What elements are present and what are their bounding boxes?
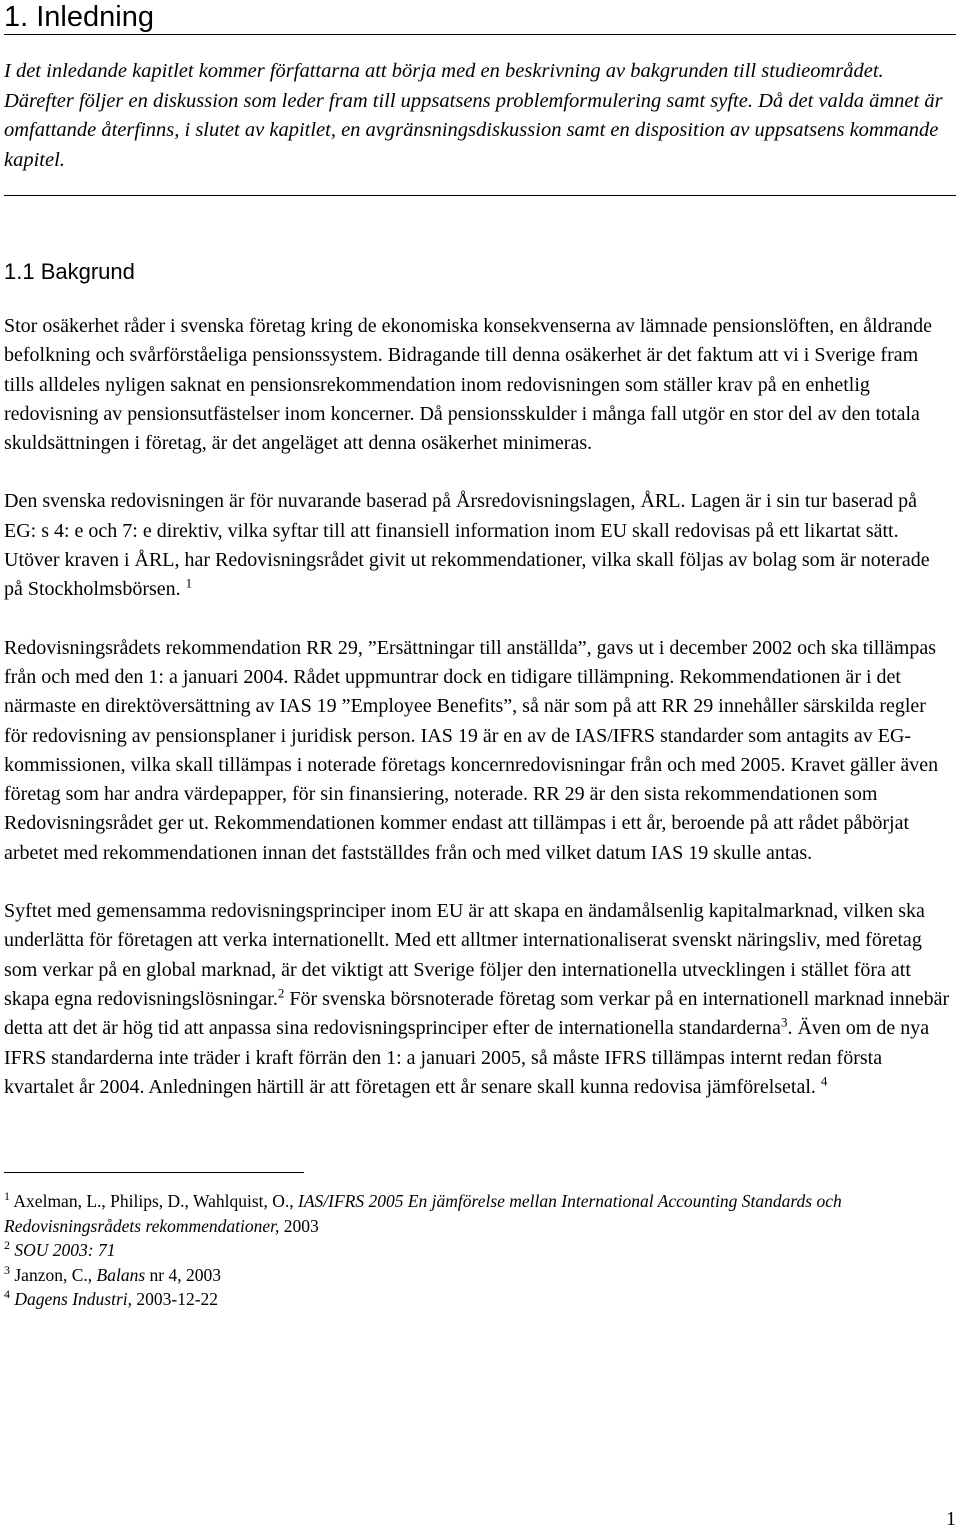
footnote-1 (4, 1189, 956, 1238)
footnote-separator (4, 1172, 304, 1173)
footnote-work-title: SOU 2003: 71 (14, 1240, 116, 1261)
paragraph-2 (4, 487, 952, 604)
footnote-year: 2003 (279, 1215, 319, 1236)
footnote-2 (4, 1238, 956, 1263)
footnote-ref-1: 1 (185, 575, 193, 591)
chapter-intro: I det inledande kapitlet kommer författarna att börja med en beskrivning av bakgrunden till studieområdet. Därefter följer en diskussion som leder fram till uppsatsens problemformulering samt syfte. Då det valda ämnet är omfattande återfinns, i slutet av kapitlet, en avgränsningsdiskussion samt en disposition av uppsatsens kommande kapitel. (4, 60, 943, 171)
footnote-work-title: IAS/IFRS 2005 En jämförelse mellan International Accounting Standards och Redovisningsrådets rekommendationer, (4, 1191, 842, 1236)
page-number: 1 (946, 1508, 956, 1530)
footnote-ref-3: 3 (780, 1014, 788, 1030)
footnote-3 (4, 1263, 956, 1288)
paragraph-4-text-c: . Även om de nya IFRS standarderna inte träder i kraft förrän den 1: a januari 2005, så måste IFRS tillämpas internt redan första kvartalet år 2004. Anledningen härtill är att företagen ett år senare skall kunna redovisa jämförelsetal. (4, 1017, 930, 1098)
footnote-number: 4 (4, 1287, 10, 1302)
footnote-number: 2 (4, 1238, 10, 1253)
footnote-ref-4: 4 (820, 1073, 828, 1089)
chapter-title: 1. Inledning (4, 1, 154, 33)
paragraph-3: Redovisningsrådets rekommendation RR 29, ”Ersättningar till anställda”, gavs ut i december 2002 och ska tillämpas från och med den 1: a januari 2004. Rådet uppmuntrar dock en tidigare tillämpning. Rekommendationen är i det närmaste en direktöversättning av IAS 19 ”Employee Benefits”, så när som på att RR 29 innehåller särskilda regler för redovisning av pensionsplaner i juridisk person. IAS 19 är en av de IAS/IFRS standarder som antagits av EG-kommissionen, vilka skall tillämpas i noterade företags koncernredovisningar från och med 2005. Kravet gäller även företag som har andra värdepapper, för sin finansiering, noterade. RR 29 är den sista rekommendationen som Redovisningsrådet ger ut. Rekommendationen kommer endast att tillämpas i ett år, beroende på att rådet påbörjat arbetet med rekommendationen innan det fastställdes från och med vilket datum IAS 19 skulle antas. (4, 636, 939, 864)
footnote-ref-2: 2 (277, 985, 285, 1001)
paragraph-2-text: Den svenska redovisningen är för nuvarande baserad på Årsredovisningslagen, ÅRL. Lagen är i sin tur baserad på EG: s 4: e och 7: e direktiv, vilka syftar till att finansiell information inom EU skall redovisas på ett likartat sätt. Utöver kraven i ÅRL, har Redovisningsrådet givit ut rekommendationer, vilka skall följas av bolag som är noterade på Stockholmsbörsen. (4, 490, 930, 601)
footnote-suffix: nr 4, 2003 (145, 1264, 221, 1285)
paragraph-1: Stor osäkerhet råder i svenska företag kring de ekonomiska konsekvenserna av lämnade pensionslöften, en åldrande befolkning och svårförståeliga pensionssystem. Bidragande till denna osäkerhet är det faktum att vi i Sverige fram tills alldeles nyligen saknat en pensionsrekommendation inom redovisningen som ställer krav på en enhetlig redovisning av pensionsutfästelser inom koncerner. Då pensionsskulder i många fall utgör en stor del av den totala skuldsättningen i företag, är det angeläget att denna osäkerhet minimeras. (4, 315, 933, 455)
footnote-date: , 2003-12-22 (127, 1289, 219, 1310)
chapter-rule-top (4, 34, 956, 35)
footnote-work-title: Balans (96, 1264, 146, 1285)
paragraph-4-text-b: För svenska börsnoterade företag som verkar på en internationell marknad innebär detta att det är hög tid att anpassa sina redovisningsprinciper efter de internationella standarderna (4, 987, 950, 1040)
footnote-number: 3 (4, 1262, 10, 1277)
footnotes (4, 1189, 956, 1312)
footnote-authors: Janzon, C., (14, 1264, 97, 1285)
footnote-number: 1 (4, 1189, 10, 1204)
chapter-rule-bottom (4, 195, 956, 196)
footnote-4 (4, 1287, 956, 1312)
footnote-authors: Axelman, L., Philips, D., Wahlquist, O., (13, 1191, 299, 1212)
paragraph-4-text-a: Syftet med gemensamma redovisningsprinciper inom EU är att skapa en ändamålsenlig kapitalmarknad, vilken ska underlätta för företagen att verka internationellt. Med ett alltmer internationaliserat svenskt näringsliv, med företag som verkar på en global marknad, är det viktigt att Sverige följer den internationella utvecklingen i stället föra att skapa egna redovisningslösningar. (4, 900, 925, 1010)
paragraph-4 (4, 897, 952, 1102)
section-title: 1.1 Bakgrund (4, 259, 135, 284)
footnote-work-title: Dagens Industri (14, 1289, 128, 1310)
document-page (4, 0, 956, 1537)
